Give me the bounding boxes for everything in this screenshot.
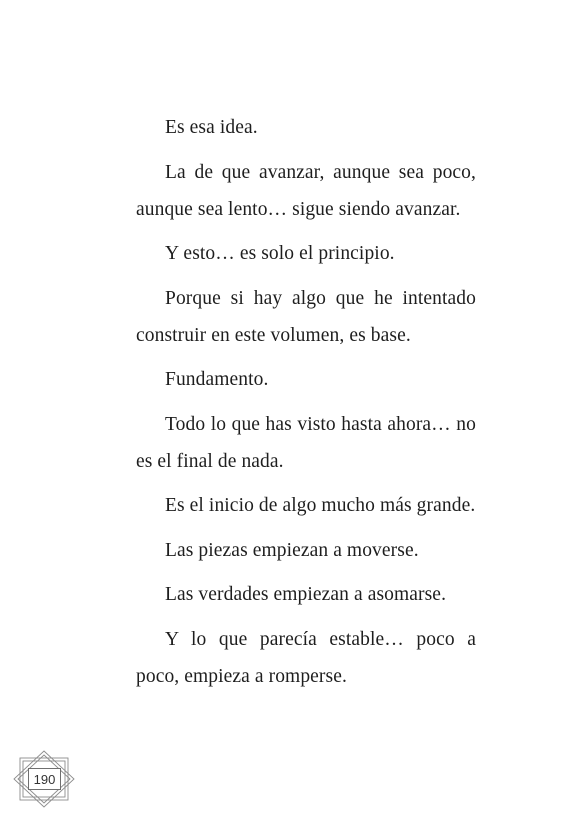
paragraph: Fundamento. [165,369,269,390]
paragraph: Porque si hay algo que he intentado construir en este volumen, es base. [136,287,476,346]
page-number: 190 [28,768,61,790]
paragraph: Es el inicio de algo mucho más grande. [165,495,476,516]
paragraph: Y lo que parecía estable… poco a poco, empieza a romperse. [136,628,476,687]
paragraph: Todo lo que has visto hasta ahora… no es el final de nada. [136,413,476,472]
paragraph: Es esa idea. [165,117,258,138]
page-number-ornament [8,749,80,809]
paragraph: Las piezas empiezan a moverse. [165,539,419,561]
page-body-text [136,109,476,702]
paragraph: La de que avanzar, aunque sea poco, aunque sea lento… sigue siendo avanzar. [136,161,476,220]
paragraph: Y esto… es solo el principio. [165,243,395,264]
paragraph: Las verdades empiezan a asomarse. [165,584,447,605]
